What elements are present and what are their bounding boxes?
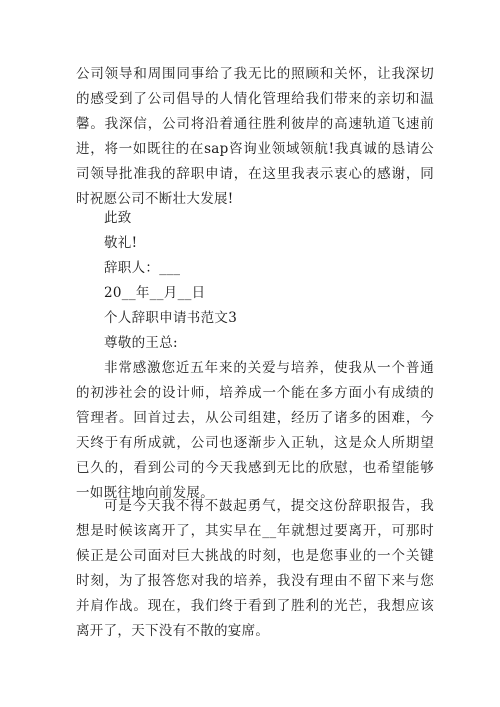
date-line: 20__年__月__日 [104,285,206,301]
signer-line: 辞职人：___ [104,260,181,276]
closing-line: 此致 [104,210,132,226]
paragraph-continuation: 公司领导和周围同事给了我无比的照顾和关怀，让我深切的感受到了公司倡导的人情化管理给我们带来的亲切和温馨。我深信，公司将沿着通往胜利彼岸的高速轨道飞速前进，将一如既往的在sap咨询业领域领航!我真诚的恳请公司领导批准我的辞职申请，在这里我表示衷心的感谢，同时祝愿公司不断壮大发展! [76,66,434,207]
closing-salute: 敬礼! [104,235,138,251]
section-title: 个人辞职申请书范文3 [104,310,238,326]
salutation: 尊敬的王总: [104,335,178,351]
paragraph-body-1: 非常感激您近五年来的关爱与培养，使我从一个普通的初涉社会的设计师，培养成一个能在多方面小有成绩的管理者。回首过去，从公司组建，经历了诸多的困难，今天终于有所成就，公司也逐渐步入正轨，这是众人所期望已久的，看到公司的今天我感到无比的欣慰，也希望能够一如既往地向前发展。 [76,360,434,501]
paragraph-body-2: 可是今天我不得不鼓起勇气，提交这份辞职报告，我想是时候该离开了，其实早在__年就想过要离开，可那时候正是公司面对巨大挑战的时刻，也是您事业的一个关键时刻，为了报答您对我的培养，我没有理由不留下来与您并肩作战。现在，我们终于看到了胜利的光芒，我想应该离开了，天下没有不散的宴席。 [76,498,434,639]
